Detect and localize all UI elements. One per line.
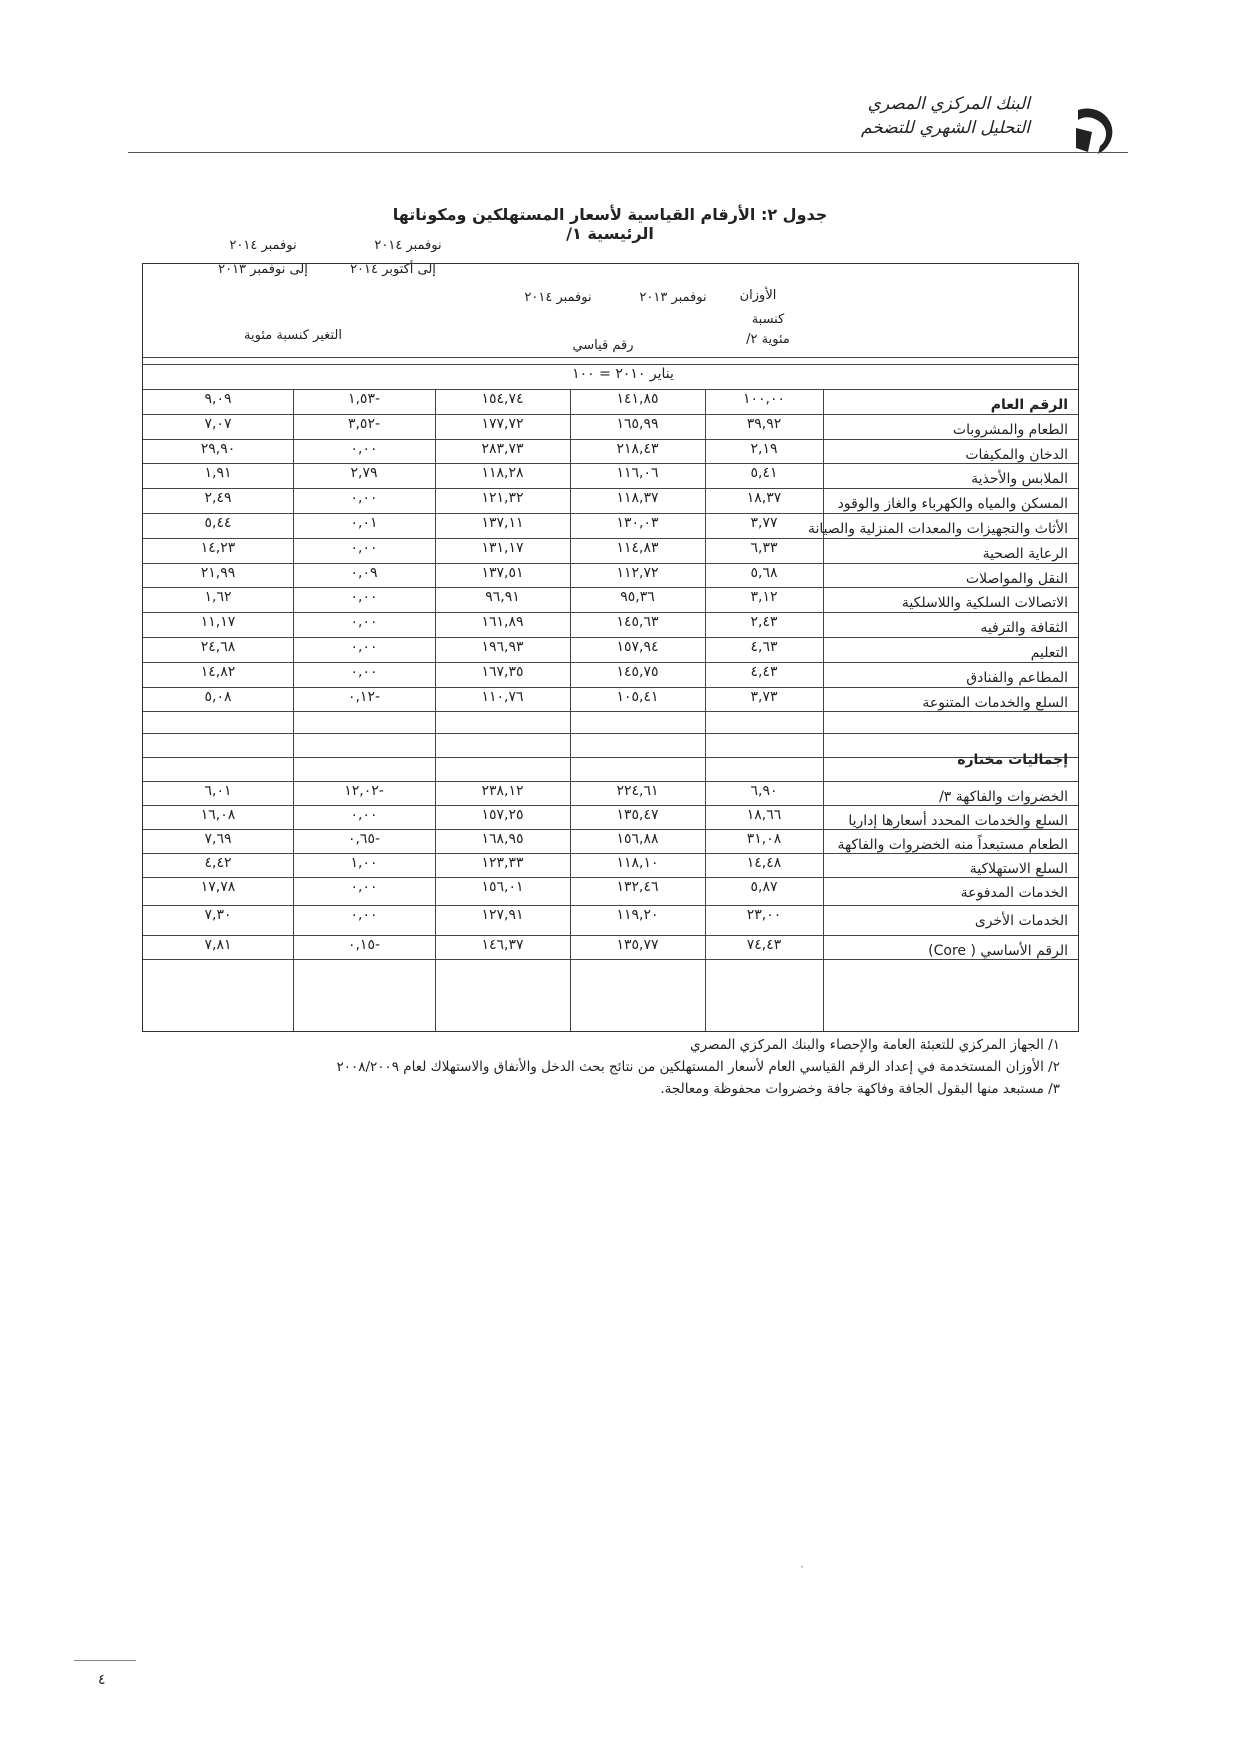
row-label: الرعاية الصحية <box>982 545 1068 562</box>
cell-nov13: ١١٨,١٠ <box>616 855 659 872</box>
cell-weight: ٥,٤١ <box>750 465 778 482</box>
cell-weight: ٤,٦٣ <box>750 639 778 655</box>
row-label: التعليم <box>1030 645 1068 661</box>
cell-nov14: ١٥٦,٠١ <box>481 879 524 896</box>
cell-yoy: ٥,٠٨ <box>204 688 232 705</box>
cell-mom: ٠,٦٥- <box>347 831 381 848</box>
row-label: المسكن والمياه والكهرباء والغاز والوقود <box>837 496 1068 513</box>
cell-weight: ٢,١٩ <box>750 440 778 457</box>
cell-yoy: ٢٤,٦٨ <box>200 639 236 655</box>
cell-nov13: ١٤٥,٧٥ <box>616 663 659 680</box>
cell-nov13: ١١٩,٢٠ <box>616 907 659 924</box>
row-label: الملابس والأحذية <box>971 471 1068 488</box>
col-mom-header-b: إلى أكتوبر ٢٠١٤ <box>350 262 436 277</box>
row-label: الخدمات المدفوعة <box>960 885 1068 902</box>
cell-yoy: ٢,٤٩ <box>204 490 232 507</box>
row-rule <box>143 488 1078 489</box>
cell-weight: ١٨,٦٦ <box>746 807 782 824</box>
cell-mom: ٠,٠١ <box>350 515 378 531</box>
col-yoy-header-a: نوفمبر ٢٠١٤ <box>229 238 297 253</box>
cell-mom: ٠,٠٩ <box>350 564 378 581</box>
cell-nov14: ١١٨,٢٨ <box>481 465 524 482</box>
cell-nov14: ١٥٤,٧٤ <box>481 391 524 407</box>
cell-yoy: ٧,٨١ <box>204 937 232 954</box>
row-label: الاتصالات السلكية واللاسلكية <box>901 595 1068 612</box>
cell-nov14: ١٦٨,٩٥ <box>481 831 524 848</box>
cpi-table <box>142 238 1079 1032</box>
cell-mom: ١٢,٠٢- <box>344 783 384 800</box>
report-name: التحليل الشهري للتضخم <box>860 118 1030 138</box>
header-divider <box>128 152 1128 153</box>
cell-nov14: ٢٣٨,١٢ <box>481 783 524 800</box>
cell-weight: ٢٣,٠٠ <box>746 907 782 924</box>
row-label: الدخان والمكيفات <box>965 446 1068 463</box>
row-label: السلع الاستهلاكية <box>969 861 1068 878</box>
cell-nov13: ٢٢٤,٦١ <box>616 783 659 800</box>
cell-yoy: ٩,٠٩ <box>204 391 232 407</box>
cell-weight: ٤,٤٣ <box>750 663 778 680</box>
cell-mom: ٠,٠٠ <box>350 879 378 896</box>
col-weights-sub1: كنسبة <box>751 312 785 327</box>
cell-yoy: ٤,٤٢ <box>204 855 232 872</box>
cell-nov13: ١٥٦,٨٨ <box>616 831 659 848</box>
cell-nov13: ١١٦,٠٦ <box>616 465 659 482</box>
row-rule <box>143 662 1078 663</box>
col-yoy-header-b: إلى نوفمبر ٢٠١٣ <box>218 262 308 277</box>
cell-nov14: ١٦٧,٣٥ <box>481 663 524 680</box>
cell-weight: ٥,٨٧ <box>750 879 778 896</box>
cell-nov13: ١١٨,٣٧ <box>616 490 659 507</box>
cell-nov14: ١٦١,٨٩ <box>481 614 524 631</box>
row-label: النقل والمواصلات <box>965 570 1068 587</box>
cell-nov13: ١٣٥,٧٧ <box>616 937 659 954</box>
cell-mom: ٠,٠٠ <box>350 440 378 457</box>
row-label: الرقم الأساسي ( Core) <box>928 943 1068 960</box>
cell-mom: ٠,٠٠ <box>350 539 378 556</box>
index-group-header: رقم قياسي <box>572 338 634 353</box>
cell-weight: ٦,٣٣ <box>750 539 778 556</box>
cell-nov14: ١٥٧,٢٥ <box>481 807 524 824</box>
row-rule <box>143 711 1078 712</box>
bank-logo-icon <box>1070 102 1120 158</box>
cell-nov13: ١٤٥,٦٣ <box>616 614 659 631</box>
footnote-2: ٢/ الأوزان المستخدمة في إعداد الرقم القياسي العام لأسعار المستهلكين من نتائج بحث الدخل والأنفاق والاستهلاك لعام ٢٠٠٨/٢٠٠٩ <box>336 1059 1060 1075</box>
cell-nov13: ١٤١,٨٥ <box>616 391 659 407</box>
row-label: الطعام والمشروبات <box>952 421 1068 438</box>
footnote-1: ١/ الجهاز المركزي للتعبئة العامة والإحصاء والبنك المركزي المصري <box>690 1037 1060 1053</box>
cell-mom: ٠,٠٠ <box>350 589 378 606</box>
row-rule <box>143 563 1078 564</box>
cell-nov14: ١٣٧,٥١ <box>481 564 524 581</box>
footnotes <box>160 1034 1060 1100</box>
cell-mom: ٠,٠٠ <box>350 663 378 680</box>
row-rule <box>143 637 1078 638</box>
cell-weight: ١٨,٣٧ <box>746 490 782 507</box>
cell-yoy: ١,٦٢ <box>204 589 232 606</box>
cell-nov14: ١١٠,٧٦ <box>481 688 524 705</box>
cell-yoy: ٧,٠٧ <box>204 415 232 432</box>
col-mom-header-a: نوفمبر ٢٠١٤ <box>374 238 442 253</box>
blank-rule <box>143 733 1078 734</box>
cell-nov13: ١٣٥,٤٧ <box>616 807 659 824</box>
row-rule <box>143 612 1078 613</box>
cell-mom: ٠,٠٠ <box>350 490 378 507</box>
cell-yoy: ٧,٦٩ <box>204 831 232 848</box>
cell-nov13: ٩٥,٣٦ <box>620 589 655 606</box>
row-rule <box>143 687 1078 688</box>
footer-divider <box>74 1660 136 1661</box>
row-label: السلع والخدمات المحدد أسعارها إداريا <box>848 813 1068 830</box>
cell-nov14: ١٧٧,٧٢ <box>481 415 524 432</box>
row-rule <box>143 439 1078 440</box>
col-weights-sub2: مئوية ٢/ <box>746 332 790 347</box>
footnote-3: ٣/ مستبعد منها البقول الجافة وفاكهة جافة وخضروات محفوظة ومعالجة. <box>660 1081 1060 1097</box>
cell-mom: ٠,١٢- <box>347 688 381 705</box>
cell-mom: ٢,٧٩ <box>350 465 378 482</box>
cell-weight: ١٤,٤٨ <box>746 855 782 872</box>
header-rule-1 <box>143 357 1078 358</box>
cell-weight: ٧٤,٤٣ <box>746 937 782 954</box>
base-period: يناير ٢٠١٠ = ١٠٠ <box>572 366 674 382</box>
row-label: المطاعم والفنادق <box>966 669 1068 686</box>
section-rule <box>143 781 1078 782</box>
cell-nov14: ١٣١,١٧ <box>481 539 524 556</box>
cell-nov13: ١١٤,٨٣ <box>616 539 659 556</box>
cell-nov14: ١٢٧,٩١ <box>481 907 524 924</box>
row-rule <box>143 414 1078 415</box>
scan-speck: · <box>800 1560 804 1574</box>
cell-yoy: ٢١,٩٩ <box>200 564 236 581</box>
table-title: جدول ٢: الأرقام القياسية لأسعار المستهلكين ومكوناتها الرئيسية ١/ <box>392 205 828 243</box>
cell-nov13: ١١٢,٧٢ <box>616 564 659 581</box>
row-label: الطعام مستبعداً منه الخضروات والفاكهة <box>837 837 1068 854</box>
cell-nov14: ١٤٦,٣٧ <box>481 937 524 954</box>
cell-mom: ١,٥٣- <box>347 391 381 407</box>
change-group-header: التغير كنسبة مئوية <box>244 328 342 343</box>
row-label: الرقم العام <box>990 397 1068 413</box>
cell-yoy: ١١,١٧ <box>200 614 236 631</box>
cell-mom: ٣,٥٢- <box>347 415 381 432</box>
row-rule <box>143 829 1078 830</box>
page-number: ٤ <box>98 1672 106 1688</box>
cell-weight: ١٠٠,٠٠ <box>742 391 786 407</box>
row-rule <box>143 463 1078 464</box>
cell-yoy: ١٦,٠٨ <box>200 807 236 824</box>
cell-mom: ٠,٠٠ <box>350 807 378 824</box>
row-rule <box>143 513 1078 514</box>
cell-nov13: ١٣٢,٤٦ <box>616 879 659 896</box>
row-rule <box>143 959 1078 960</box>
row-label: الأثاث والتجهيزات والمعدات المنزلية والصيانة <box>808 521 1068 537</box>
row-rule <box>143 877 1078 878</box>
cell-mom: ٠,٠٠ <box>350 614 378 631</box>
cell-yoy: ١٤,٢٣ <box>200 539 236 556</box>
header-rule-2 <box>143 364 1078 365</box>
cell-yoy: ٢٩,٩٠ <box>200 440 236 457</box>
cell-mom: ٠,٠٠ <box>350 639 378 655</box>
cell-yoy: ٦,٠١ <box>204 783 232 800</box>
cell-nov13: ١٥٧,٩٤ <box>616 639 659 655</box>
cell-yoy: ١,٩١ <box>204 465 232 482</box>
cell-mom: ٠,١٥- <box>347 937 381 954</box>
cell-weight: ٣,٧٣ <box>750 688 778 705</box>
row-rule <box>143 805 1078 806</box>
col-nov2013-header: نوفمبر ٢٠١٣ <box>639 290 707 305</box>
cell-weight: ٦,٩٠ <box>750 783 778 800</box>
cell-yoy: ٥,٤٤ <box>204 515 232 531</box>
cell-yoy: ١٤,٨٢ <box>200 663 236 680</box>
row-label: السلع والخدمات المتنوعة <box>922 694 1068 711</box>
row-rule <box>143 538 1078 539</box>
cell-yoy: ٧,٣٠ <box>204 907 232 924</box>
cell-nov14: ١٢٣,٣٣ <box>481 855 524 872</box>
cell-weight: ٣,١٢ <box>750 589 778 606</box>
col-weights-header: الأوزان <box>739 288 777 303</box>
cell-weight: ٥,٦٨ <box>750 564 778 581</box>
row-label: الثقافة والترفيه <box>980 620 1068 637</box>
row-rule <box>143 935 1078 936</box>
base-rule <box>143 389 1078 390</box>
row-rule <box>143 905 1078 906</box>
cell-nov14: ١٣٧,١١ <box>481 515 524 531</box>
cell-nov14: ١٢١,٣٢ <box>481 490 524 507</box>
bank-name: البنك المركزي المصري <box>867 94 1030 114</box>
row-label: الخضروات والفاكهة ٣/ <box>939 789 1068 806</box>
cell-nov13: ١٦٥,٩٩ <box>616 415 659 432</box>
cell-nov14: ٢٨٣,٧٣ <box>481 440 524 457</box>
cell-nov13: ٢١٨,٤٣ <box>616 440 659 457</box>
cell-weight: ٣٩,٩٢ <box>746 415 782 432</box>
cell-nov13: ١٠٥,٤١ <box>616 688 659 705</box>
row-label: الخدمات الأخرى <box>974 913 1068 930</box>
cell-nov14: ٩٦,٩١ <box>485 589 520 606</box>
header-text <box>861 92 1030 140</box>
cell-nov13: ١٣٠,٠٣ <box>616 515 659 531</box>
row-rule <box>143 587 1078 588</box>
cell-weight: ٣١,٠٨ <box>746 831 782 848</box>
cell-weight: ٢,٤٣ <box>750 614 778 631</box>
cell-weight: ٣,٧٧ <box>750 515 778 531</box>
cell-nov14: ١٩٦,٩٣ <box>481 639 524 655</box>
row-rule <box>143 853 1078 854</box>
page-header <box>120 92 1120 172</box>
cell-mom: ١,٠٠ <box>350 855 378 872</box>
cell-mom: ٠,٠٠ <box>350 907 378 924</box>
section-title: إجماليات مختارة <box>957 752 1068 768</box>
cell-yoy: ١٧,٧٨ <box>200 879 236 896</box>
col-nov2014-header: نوفمبر ٢٠١٤ <box>524 290 592 305</box>
